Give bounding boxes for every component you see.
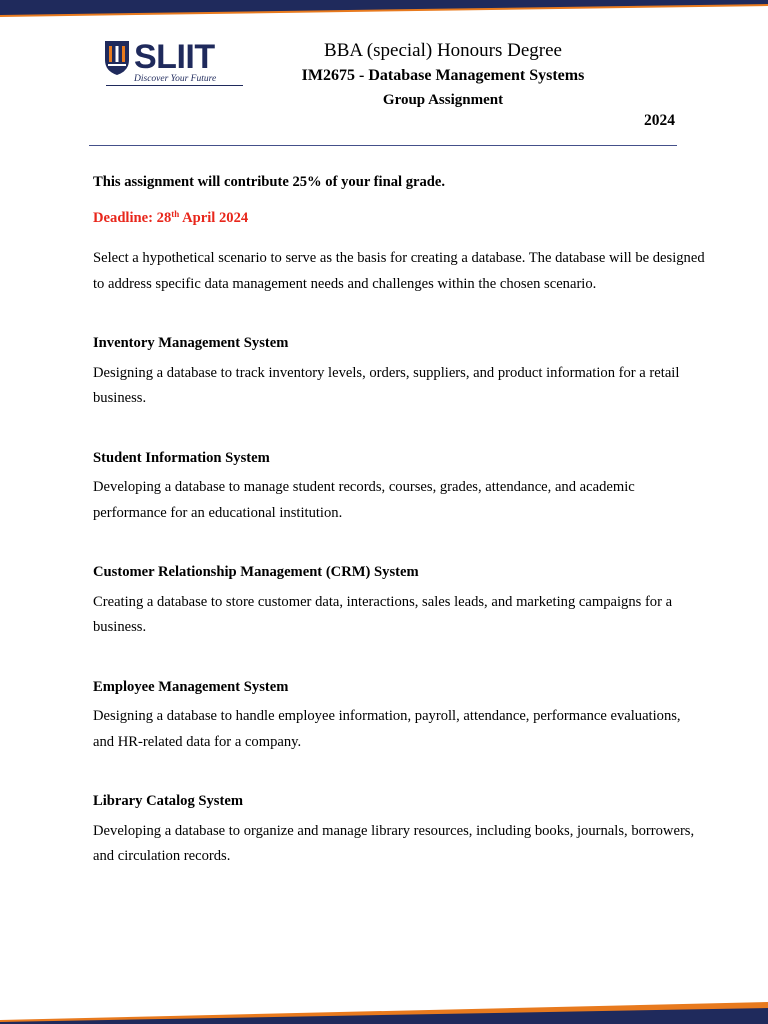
sliit-shield-icon (104, 40, 130, 76)
scenario-title: Employee Management System (93, 678, 289, 695)
scenario-description: Developing a database to manage student records, courses, grades, attendance, and academic performance for an educational institution. (93, 479, 635, 521)
scenario-title: Customer Relationship Management (CRM) System (93, 564, 419, 580)
module-title: IM2675 - Database Management Systems (301, 67, 585, 84)
scenario-student (93, 446, 705, 527)
assignment-type: Group Assignment (382, 92, 504, 108)
deadline-ordinal: th (171, 208, 180, 219)
logo-underline (106, 85, 243, 86)
document-body (93, 170, 705, 870)
scenario-employee (93, 675, 705, 756)
bottom-decorative-band (0, 998, 768, 1024)
scenario-title: Library Catalog System (93, 793, 243, 809)
scenario-library (93, 789, 705, 870)
scenario-description: Designing a database to handle employee information, payroll, attendance, performance evaluations, and HR-related data for a company. (93, 708, 681, 750)
top-decorative-band (0, 0, 768, 20)
header-divider (89, 145, 677, 146)
scenario-description: Developing a database to organize and manage library resources, including books, journals, borrowers, and circulation records. (93, 822, 695, 864)
scenario-crm (93, 560, 705, 641)
scenario-title: Student Information System (93, 449, 270, 466)
scenario-title: Inventory Management System (93, 335, 289, 351)
deadline-suffix: April 2024 (179, 209, 249, 226)
degree-title: BBA (special) Honours Degree (324, 40, 562, 61)
scenario-inventory (93, 331, 705, 412)
sliit-logo (104, 38, 246, 90)
logo-wordmark: SLIIT (134, 38, 215, 76)
scenario-description: Creating a database to store customer data, interactions, sales leads, and marketing campaigns for a business. (93, 593, 673, 635)
assignment-year: 2024 (644, 112, 675, 129)
deadline (93, 206, 705, 232)
instructions: Select a hypothetical scenario to serve as the basis for creating a database. The database will be designed to address specific data management needs and challenges within the chosen scenario. (93, 250, 705, 292)
scenario-description: Designing a database to track inventory levels, orders, suppliers, and product information for a retail business. (93, 364, 680, 406)
grade-contribution: This assignment will contribute 25% of your final grade. (93, 174, 446, 190)
logo-tagline: Discover Your Future (134, 74, 217, 84)
deadline-prefix: Deadline: 28 (93, 209, 172, 226)
